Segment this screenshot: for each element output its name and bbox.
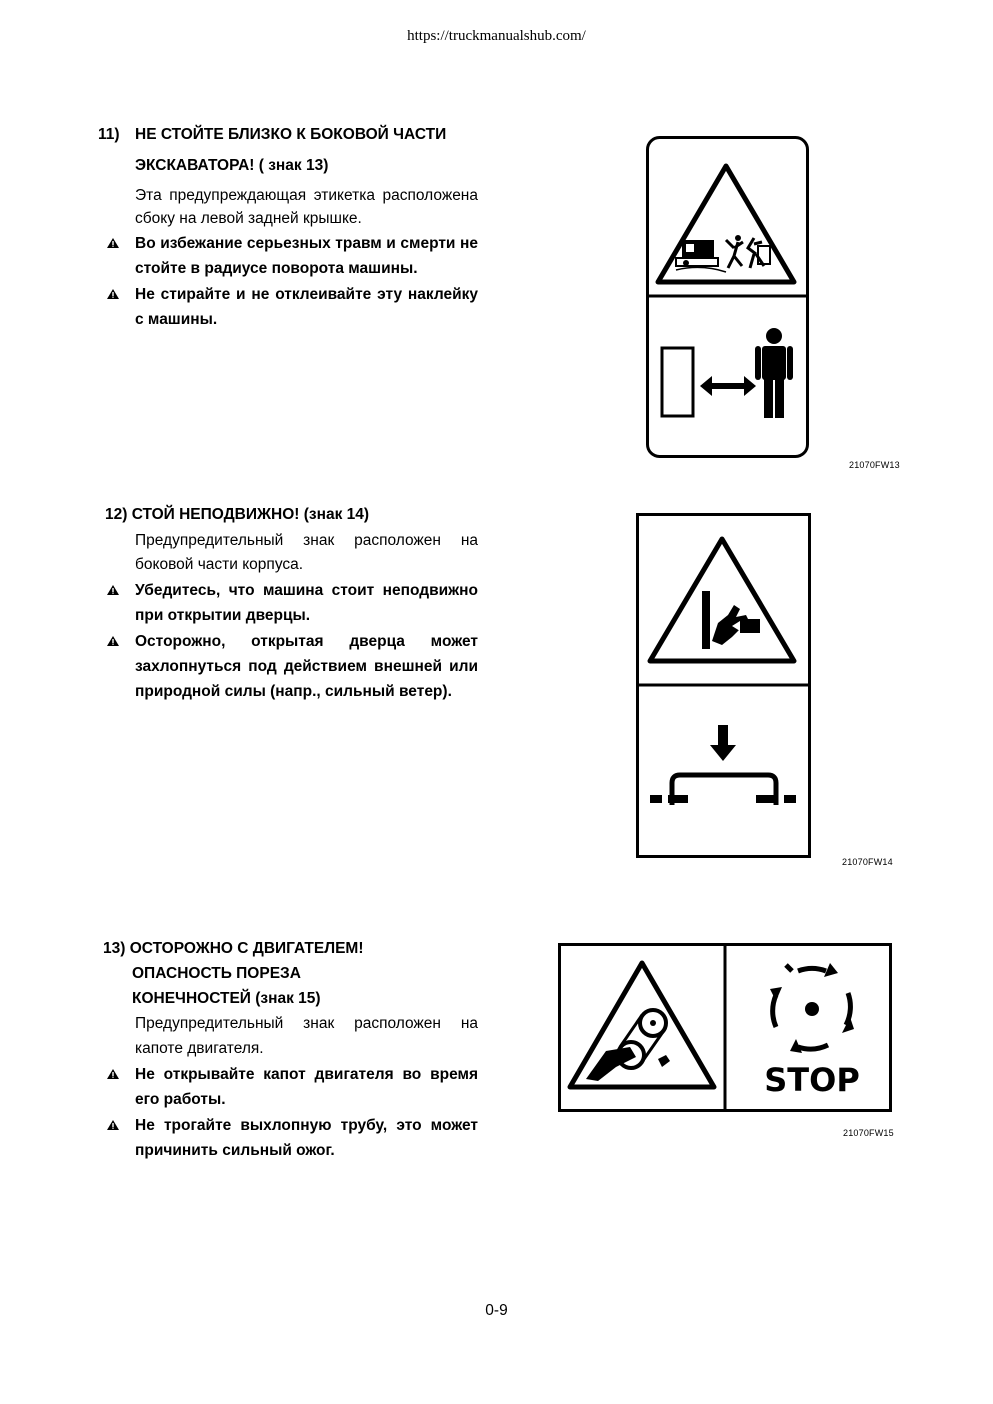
section-description: Предупредительный знак расположен на боковой части корпуса.: [135, 532, 478, 573]
section-title-line-2: ЭКСКАВАТОРА! ( знак 13): [135, 157, 329, 174]
warning-triangle-icon: [106, 629, 120, 654]
warning-text: Осторожно, открытая дверца может захлопнуться под действием внешней или природной силы (напр., сильный ветер).: [135, 633, 478, 700]
warning-triangle-icon: [106, 1062, 120, 1087]
warning-item: [135, 1062, 478, 1112]
section-12: [98, 502, 478, 704]
section-title-line-2: ОПАСНОСТЬ ПОРЕЗА: [132, 965, 301, 982]
stop-label: STOP: [764, 1061, 860, 1099]
warning-item: [135, 282, 478, 332]
section-description: Предупредительный знак расположен на капоте двигателя.: [135, 1015, 478, 1057]
warning-text: Во избежание серьезных травм и смерти не стойте в радиусе поворота машины.: [135, 235, 478, 277]
warning-text: Не открывайте капот двигателя во время его работы.: [135, 1066, 478, 1108]
safety-sign-15: [558, 943, 892, 1112]
figure-code: 21070FW15: [843, 1128, 894, 1138]
warning-item: [135, 1113, 478, 1163]
page-number: 0-9: [485, 1302, 508, 1319]
safety-sign-13: [646, 136, 809, 458]
warning-item: [135, 578, 478, 628]
section-number: 11): [98, 126, 120, 143]
warning-item: [135, 231, 478, 281]
section-title-line-1: СТОЙ НЕПОДВИЖНО! (знак 14): [131, 506, 370, 523]
section-title-line-3: КОНЕЧНОСТЕЙ (знак 15): [132, 990, 321, 1007]
section-number: 12): [105, 506, 128, 523]
section-11: [98, 122, 478, 332]
warning-text: Не трогайте выхлопную трубу, это может причинить сильный ожог.: [135, 1117, 478, 1159]
warning-text: Не стирайте и не отклеивайте эту наклейку с машины.: [135, 286, 478, 328]
section-description: Эта предупреждающая этикетка расположена сбоку на левой задней крышке.: [135, 187, 478, 227]
section-number: 13): [103, 940, 126, 957]
warning-triangle-icon: [106, 1113, 120, 1138]
section-title: [98, 936, 478, 961]
source-url[interactable]: https://truckmanualshub.com/: [407, 28, 586, 44]
section-title: [98, 502, 478, 527]
warning-text: Убедитесь, что машина стоит неподвижно при открытии дверцы.: [135, 582, 478, 624]
figure-code: 21070FW13: [849, 460, 900, 470]
section-13: [98, 936, 478, 1163]
figure-code: 21070FW14: [842, 857, 893, 867]
safety-sign-14: [636, 513, 811, 858]
section-title-line-1: НЕ СТОЙТЕ БЛИЗКО К БОКОВОЙ ЧАСТИ: [135, 126, 447, 143]
warning-triangle-icon: [106, 578, 120, 603]
section-title-line-1: ОСТОРОЖНО С ДВИГАТЕЛЕМ!: [129, 940, 364, 957]
warning-triangle-icon: [106, 231, 120, 256]
warning-item: [135, 629, 478, 704]
warning-triangle-icon: [106, 282, 120, 307]
section-title: [98, 122, 478, 147]
